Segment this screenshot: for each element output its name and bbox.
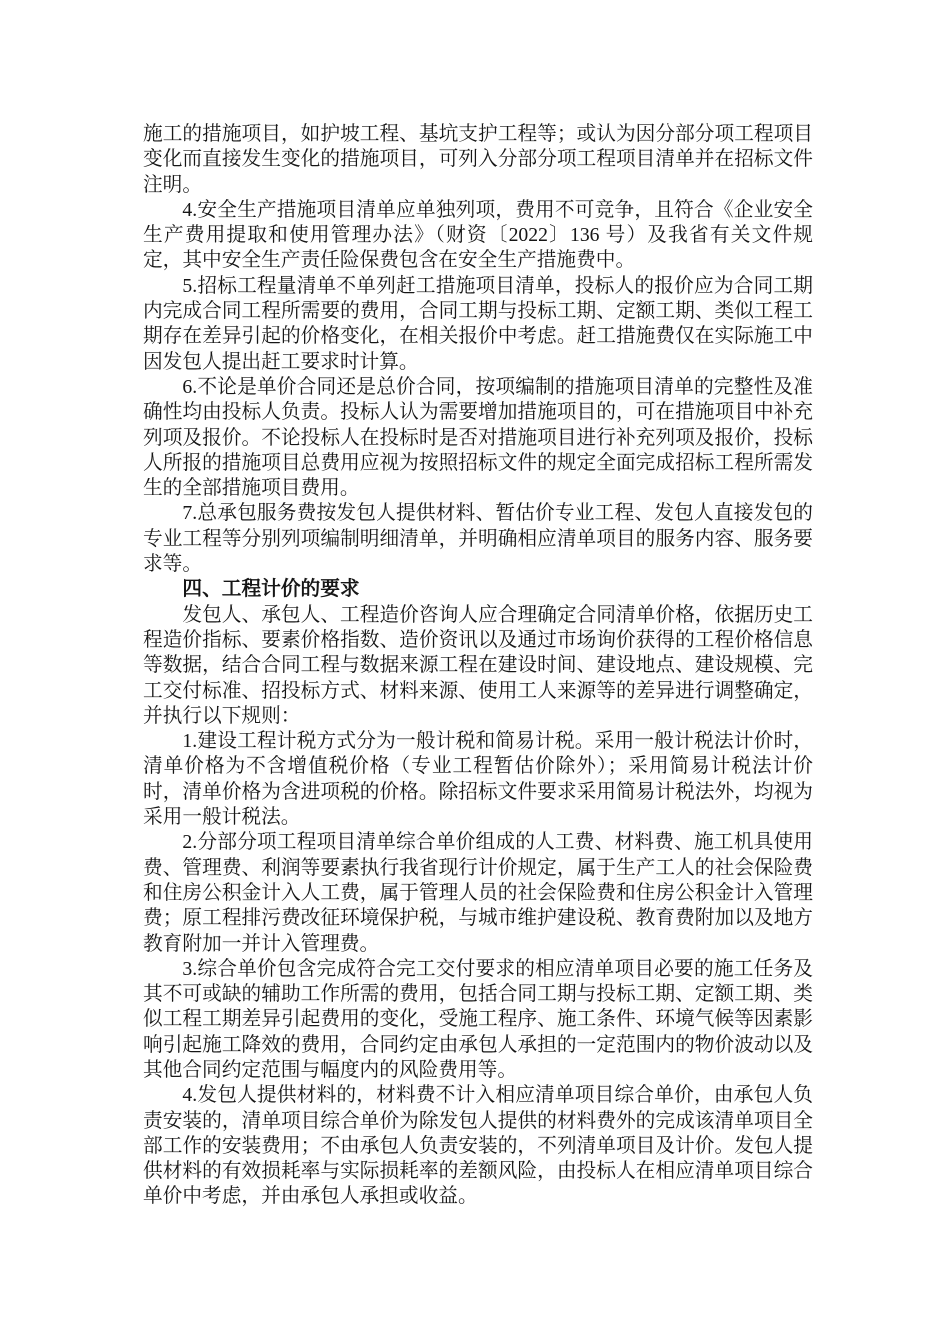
paragraph-rule-2-unit-price-composition: 2.分部分项工程项目清单综合单价组成的人工费、材料费、施工机具使用费、管理费、利润等要素执行我省现行计价规定，属于生产工人的社会保险费和住房公积金计入人工费，属于管理人员的社会保险费和住房公积金计入管理费；原工程排污费改征环境保护税，与城市维护建设税、教育费附加以及地方教育附加一并计入管理费。 [143,831,813,955]
paragraph-rule-3-comprehensive-unit-price: 3.综合单价包含完成符合完工交付要求的相应清单项目必要的施工任务及其不可或缺的辅助工作所需的费用，包括合同工期与投标工期、定额工期、类似工程工期差异引起费用的变化，受施工程序、施工条件、环境气候等因素影响引起施工降效的费用，合同约定由承包人承担的一定范围内的物价波动以及其他合同约定范围与幅度内的风险费用等。 [143,957,813,1081]
document-text-block [143,122,813,1210]
paragraph-rule-4-employer-supplied-materials: 4.发包人提供材料的，材料费不计入相应清单项目综合单价，由承包人负责安装的，清单项目综合单价为除发包人提供的材料费外的完成该清单项目全部工作的安装费用；不由承包人负责安装的，不列清单项目及计价。发包人提供材料的有效损耗率与实际损耗率的差额风险，由投标人在相应清单项目综合单价中考虑，并由承包人承担或收益。 [143,1084,813,1208]
paragraph-rule-1-tax-method: 1.建设工程计税方式分为一般计税和简易计税。采用一般计税法计价时，清单价格为不含增值税价格（专业工程暂估价除外）；采用简易计税法计价时，清单价格为含进项税的价格。除招标文件要求采用简易计税法外，均视为采用一般计税法。 [143,730,813,829]
paragraph-item-6-measure-list-responsibility: 6.不论是单价合同还是总价合同，按项编制的措施项目清单的完整性及准确性均由投标人负责。投标人认为需要增加措施项目的，可在措施项目中补充列项及报价。不论投标人在投标时是否对措施项目进行补充列项及报价，投标人所报的措施项目总费用应视为按照招标文件的规定全面完成招标工程所需发生的全部措施项目费用。 [143,375,813,500]
paragraph-pricing-intro: 发包人、承包人、工程造价咨询人应合理确定合同清单价格，依据历史工程造价指标、要素价格指数、造价资讯以及通过市场询价获得的工程价格信息等数据，结合合同工程与数据来源工程在建设时间、建设地点、建设规模、完工交付标准、招投标方式、材料来源、使用工人来源等的差异进行调整确定，并执行以下规则： [143,603,813,727]
paragraph-item-5-rush-work: 5.招标工程量清单不单列赶工措施项目清单，投标人的报价应为合同工期内完成合同工程所需要的费用，合同工期与投标工期、定额工期、类似工程工期存在差异引起的价格变化，在相关报价中考虑。赶工措施费仅在实际施工中因发包人提出赶工要求时计算。 [143,274,813,373]
paragraph-item-4-safety-measures: 4.安全生产措施项目清单应单独列项，费用不可竞争，且符合《企业安全生产费用提取和使用管理办法》（财资〔2022〕136 号）及我省有关文件规定，其中安全生产责任险保费包含在安全生产措施费中。 [143,198,813,272]
section-heading-pricing-requirements: 四、工程计价的要求 [182,578,360,601]
paragraph-item-7-general-contracting-fee: 7.总承包服务费按发包人提供材料、暂估价专业工程、发包人直接发包的专业工程等分别列项编制明细清单，并明确相应清单项目的服务内容、服务要求等。 [143,502,813,576]
paragraph-continuation: 施工的措施项目，如护坡工程、基坑支护工程等；或认为因分部分项工程项目变化而直接发生变化的措施项目，可列入分部分项工程项目清单并在招标文件注明。 [143,123,813,196]
